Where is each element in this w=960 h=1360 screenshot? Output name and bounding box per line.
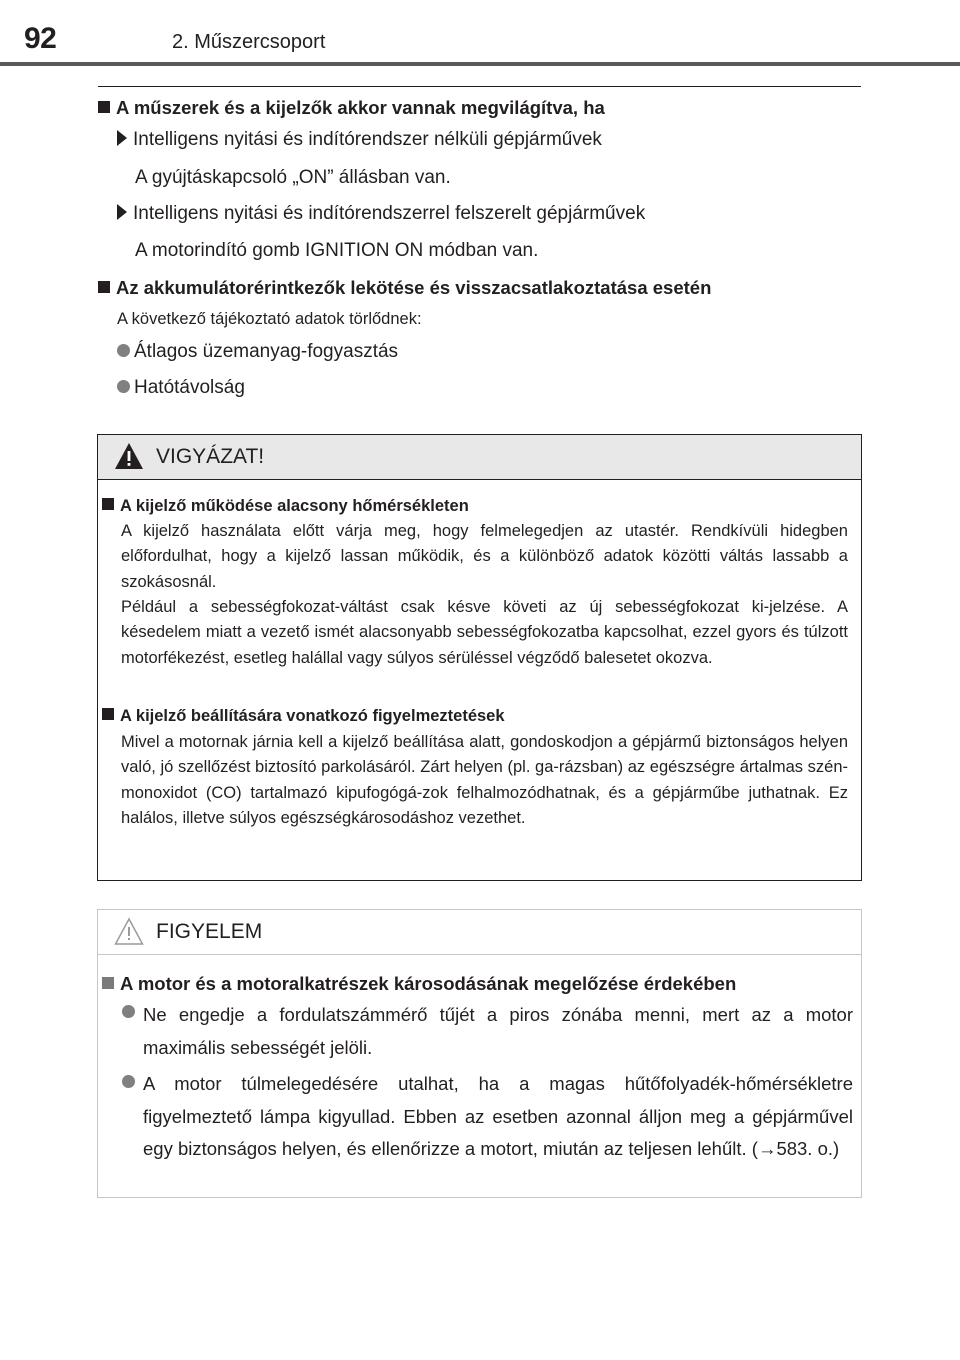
warning-box xyxy=(97,434,862,881)
notice-bullet-1: Ne engedje a fordulatszámmérő tűjét a piros zónába menni, mert az a motor maximális sebességét jelöli. xyxy=(143,1004,853,1058)
warning-sub2-para1: Mivel a motornak járnia kell a kijelző beállítása alatt, gondoskodjon a gépjármű biztonságos helyen való, jó szellőzést biztosító parkolásáról. Zárt helyen (pl. ga-rázsban) az egészségre ártalmas szén-monoxidot (CO) tartalmazó kipufogógá-zok felhalmozódhatnak, és a gépjárműbe juthatnak. Ez halálos, illetve súlyos egészségkárosodáshoz vezethet. xyxy=(121,733,848,827)
chapter-title: 2. Műszercsoport xyxy=(172,31,326,53)
warning-sub2-heading: A kijelző beállítására vonatkozó figyelmeztetések xyxy=(102,707,505,726)
header-rule xyxy=(0,62,960,66)
notice-heading: A motor és a motoralkatrészek károsodásának megelőzése érdekében xyxy=(102,973,736,995)
section1-item-1-title: Intelligens nyitási és indítórendszer nélküli gépjárművek xyxy=(117,129,602,151)
warning-sub1-heading: A kijelző működése alacsony hőmérsékleten xyxy=(102,497,469,516)
warning-sub1-para2: Például a sebességfokozat-váltást csak késve követi az új sebességfokozat ki-jelzése. A késedelem miatt a vezető ismét alacsonyabb sebességfokozatba kapcsolhat, ezzel gyors és túlzott motorfékezést, esetleg halállal vagy súlyos sérüléssel végződő balesetet okozva. xyxy=(121,598,848,667)
circle-bullet-icon xyxy=(117,380,130,393)
section2-bullet-2: Hatótávolság xyxy=(117,377,245,399)
page-number: 92 xyxy=(24,22,57,55)
caution-triangle-icon xyxy=(114,917,144,945)
square-bullet-icon xyxy=(98,281,110,293)
section2-bullet-1: Átlagos üzemanyag-fogyasztás xyxy=(117,341,398,363)
square-bullet-icon xyxy=(102,708,114,720)
section1-item-2-text: A motorindító gomb IGNITION ON módban van. xyxy=(135,240,539,261)
notice-header xyxy=(98,910,861,955)
square-bullet-icon xyxy=(102,977,114,989)
warning-title: VIGYÁZAT! xyxy=(156,445,265,468)
section2-heading: Az akkumulátorérintkezők lekötése és visszacsatlakoztatása esetén xyxy=(98,277,711,299)
warning-triangle-icon xyxy=(114,442,144,470)
triangle-bullet-icon xyxy=(117,204,127,220)
notice-bullet-2: A motor túlmelegedésére utalhat, ha a magas hűtőfolyadék-hőmérsékletre figyelmeztető lámpa kigyullad. Ebben az esetben azonnal álljon meg a gépjárművel egy biztonságos helyen, és ellenőrizze a motort, miután az teljesen lehűlt. (→583. o.) xyxy=(143,1073,853,1159)
notice-box xyxy=(97,909,862,1198)
circle-bullet-icon-1 xyxy=(122,1005,139,1023)
section-rule xyxy=(98,86,861,87)
warning-header xyxy=(98,435,861,480)
square-bullet-icon xyxy=(98,101,110,113)
square-bullet-icon xyxy=(102,498,114,510)
section1-heading: A műszerek és a kijelzők akkor vannak megvilágítva, ha xyxy=(98,97,605,119)
triangle-bullet-icon xyxy=(117,130,127,146)
warning-sub1-para1: A kijelző használata előtt várja meg, hogy felmelegedjen az utastér. Rendkívüli hidegben előfordulhat, hogy a kijelző lassan működik, és a különböző adatok közötti váltás lassabb a szokásosnál. xyxy=(121,522,848,591)
section2-intro: A következő tájékoztató adatok törlődnek: xyxy=(117,310,422,328)
notice-title: FIGYELEM xyxy=(156,920,263,943)
section1-item-2-title: Intelligens nyitási és indítórendszerrel felszerelt gépjárművek xyxy=(117,203,645,225)
section1-item-1-text: A gyújtáskapcsoló „ON” állásban van. xyxy=(135,167,451,188)
circle-bullet-icon-2 xyxy=(122,1075,139,1093)
circle-bullet-icon xyxy=(117,344,130,357)
